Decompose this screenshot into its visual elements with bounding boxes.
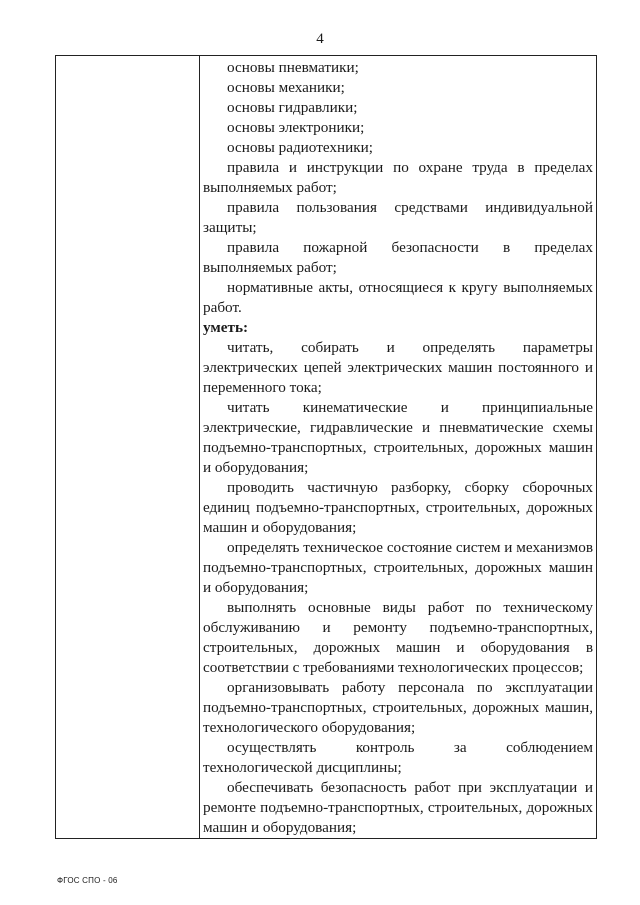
skill-item: проводить частичную разборку, сборку сборочных единиц подъемно-транспортных, строительных, дорожных машин и оборудования; <box>203 479 593 536</box>
know-item: правила пользования средствами индивидуальной защиты; <box>203 199 593 236</box>
skill-item: определять техническое состояние систем и механизмов подъемно-транспортных, строительных, дорожных машин и оборудования; <box>203 539 593 596</box>
skills-heading: уметь: <box>203 319 249 336</box>
skill-item: читать, собирать и определять параметры электрических цепей электрических машин постоянного и переменного тока; <box>203 339 593 396</box>
know-item: основы механики; <box>227 79 345 96</box>
know-item: правила пожарной безопасности в пределах выполняемых работ; <box>203 239 593 276</box>
know-item: основы радиотехники; <box>227 139 373 156</box>
page-number: 4 <box>316 31 324 47</box>
column-divider <box>199 56 200 838</box>
competency-table <box>55 55 597 839</box>
know-item: основы электроники; <box>227 119 365 136</box>
skill-item: обеспечивать безопасность работ при эксплуатации и ремонте подъемно-транспортных, строительных, дорожных машин и оборудования; <box>203 779 593 836</box>
know-item: основы пневматики; <box>227 59 359 76</box>
know-item: нормативные акты, относящиеся к кругу выполняемых работ. <box>203 279 593 316</box>
skill-item: организовывать работу персонала по эксплуатации подъемно-транспортных, строительных, дорожных машин, технологического оборудования; <box>203 679 593 736</box>
requirements-cell <box>203 58 593 838</box>
skill-item: осуществлять контроль за соблюдением технологической дисциплины; <box>203 739 593 776</box>
footer-standard-code: ФГОС СПО - 06 <box>57 876 118 885</box>
know-item: правила и инструкции по охране труда в пределах выполняемых работ; <box>203 159 593 196</box>
skill-item: выполнять основные виды работ по техническому обслуживанию и ремонту подъемно-транспортных, строительных, дорожных машин и оборудования в соответствии с требованиями технологических процессов; <box>203 599 593 676</box>
know-item: основы гидравлики; <box>227 99 358 116</box>
skill-item: читать кинематические и принципиальные электрические, гидравлические и пневматические схемы подъемно-транспортных, строительных, дорожных машин и оборудования; <box>203 399 593 476</box>
